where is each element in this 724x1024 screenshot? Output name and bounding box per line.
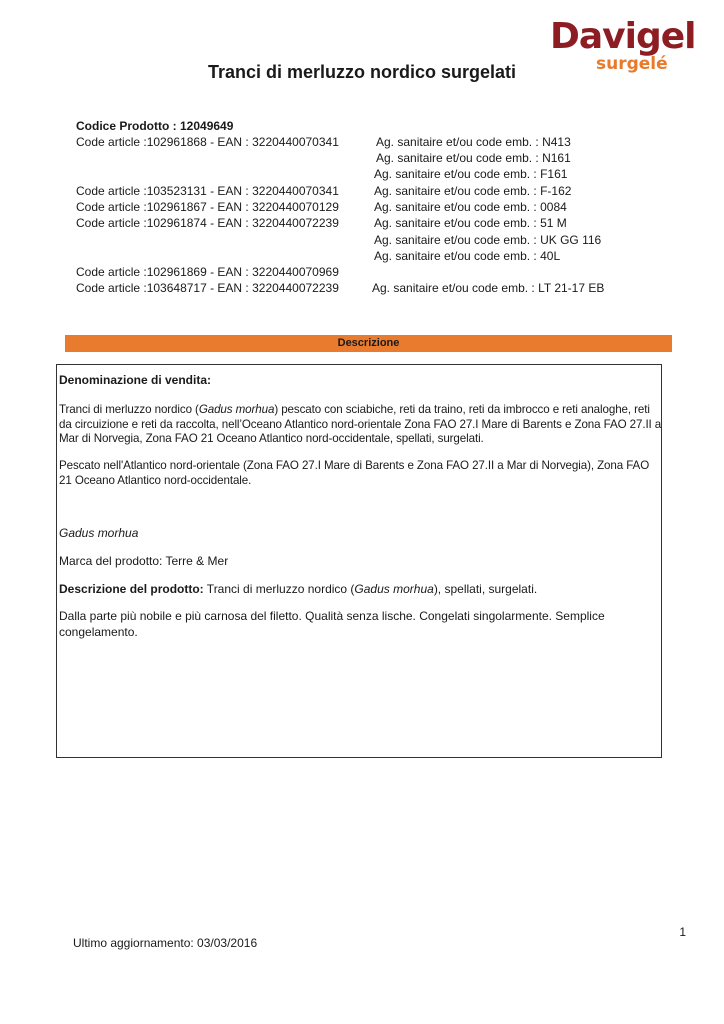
- product-code: Codice Prodotto : 12049649: [76, 119, 234, 133]
- sanitary-line: Ag. sanitaire et/ou code emb. : UK GG 116: [374, 233, 602, 247]
- sanitary-line: Ag. sanitaire et/ou code emb. : N161: [376, 151, 571, 165]
- section-header-descrizione: Descrizione: [65, 335, 672, 352]
- sanitary-line: Ag. sanitaire et/ou code emb. : 40L: [374, 249, 561, 263]
- product-desc-part: ), spellati, surgelati.: [433, 582, 538, 596]
- latin-inline: Gadus morhua: [198, 403, 275, 416]
- sanitary-line: Ag. sanitaire et/ou code emb. : LT 21-17 EB: [372, 281, 605, 295]
- fished-text: Pescato nell'Atlantico nord-orientale (Zona FAO 27.I Mare di Barents e Zona FAO 27.II a Mar di Norvegia), Zona FAO 21 Oceano Atlantico nord-occidentale.: [59, 459, 650, 487]
- logo-brand: Davigel: [550, 16, 696, 57]
- sales-name-text: [59, 403, 663, 447]
- sanitary-line: Ag. sanitaire et/ou code emb. : F161: [374, 167, 568, 181]
- sanitary-line: Ag. sanitaire et/ou code emb. : F-162: [374, 184, 572, 198]
- article-line: Code article :103648717 - EAN : 3220440072239: [76, 281, 339, 295]
- logo-subtitle: surgelé: [596, 54, 668, 74]
- page-number: 1: [679, 925, 686, 939]
- product-desc-part: Tranci di merluzzo nordico (: [203, 582, 355, 596]
- article-line: Code article :102961868 - EAN : 3220440070341: [76, 135, 339, 149]
- sanitary-line: Ag. sanitaire et/ou code emb. : 0084: [374, 200, 567, 214]
- sanitary-line: Ag. sanitaire et/ou code emb. : 51 M: [374, 216, 567, 230]
- latin-name: Gadus morhua: [59, 526, 139, 540]
- article-line: Code article :102961867 - EAN : 3220440070129: [76, 200, 339, 214]
- last-update: Ultimo aggiornamento: 03/03/2016: [73, 936, 258, 950]
- sales-text-part: Tranci di merluzzo nordico (: [59, 403, 199, 416]
- page-title: Tranci di merluzzo nordico surgelati: [207, 62, 517, 82]
- sales-text-part: ) pescato con sciabiche, reti da traino, reti da imbrocco e reti analoghe, reti da circuizione e reti da raccolta, nell’Oceano Atlantico nord-orientale Zona FAO 27.I Mare di Barents e Zona FAO 27.II a Mar di Norvegia, Zona FAO 21 Oceano Atlantico nord-occidentale, spellati, surgelati.: [59, 403, 662, 445]
- article-line: Code article :102961869 - EAN : 3220440070969: [76, 265, 339, 279]
- article-line: Code article :103523131 - EAN : 3220440070341: [76, 184, 339, 198]
- product-desc-label: Descrizione del prodotto:: [59, 582, 204, 596]
- article-line: Code article :102961874 - EAN : 3220440072239: [76, 216, 339, 230]
- brand-text: Marca del prodotto: Terre & Mer: [59, 554, 229, 568]
- product-description: [59, 581, 663, 597]
- latin-inline: Gadus morhua: [354, 582, 434, 596]
- description-box: [56, 364, 662, 758]
- sales-name-label: Denominazione di vendita:: [59, 373, 212, 387]
- quality-text: Dalla parte più nobile e più carnosa del filetto. Qualità senza lische. Congelati singolarmente. Semplice congelamento.: [59, 609, 605, 639]
- sanitary-line: Ag. sanitaire et/ou code emb. : N413: [376, 135, 571, 149]
